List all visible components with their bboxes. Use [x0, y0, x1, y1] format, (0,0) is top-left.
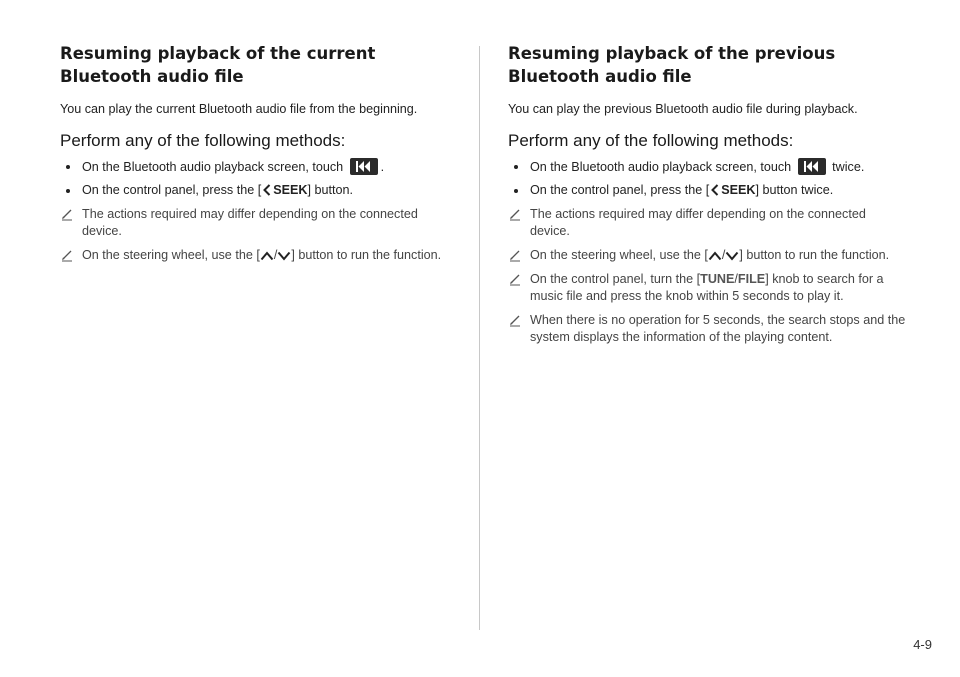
column-divider	[479, 46, 480, 630]
note-pencil-icon	[60, 248, 74, 262]
methods-list	[508, 158, 908, 199]
bullet-icon	[514, 165, 518, 169]
previous-track-icon	[350, 158, 378, 175]
previous-track-icon	[798, 158, 826, 175]
note: The actions required may differ depending on the connected device.	[60, 206, 460, 240]
page-number: 4-9	[913, 637, 932, 652]
methods-list	[60, 158, 460, 199]
note-pencil-icon	[60, 207, 74, 221]
note-pencil-icon	[508, 207, 522, 221]
bullet-icon	[66, 165, 70, 169]
chevron-down-icon	[277, 251, 291, 261]
bullet-icon	[66, 189, 70, 193]
chevron-up-icon	[708, 251, 722, 261]
section-intro: You can play the previous Bluetooth audio file during playback.	[508, 102, 858, 116]
notes	[60, 206, 460, 264]
note: The actions required may differ depending on the connected device.	[508, 206, 908, 240]
chevron-down-icon	[725, 251, 739, 261]
chevron-left-icon	[711, 184, 719, 196]
chevron-up-icon	[260, 251, 274, 261]
method-item: On the Bluetooth audio playback screen, touch twice.	[508, 158, 908, 176]
method-item: On the control panel, press the [ SEEK] button.	[60, 182, 460, 199]
method-item: On the Bluetooth audio playback screen, touch .	[60, 158, 460, 176]
section-resume-previous	[508, 42, 908, 346]
bullet-icon	[514, 189, 518, 193]
method-item: On the control panel, press the [ SEEK] button twice.	[508, 182, 908, 199]
note-pencil-icon	[508, 313, 522, 327]
note-pencil-icon	[508, 248, 522, 262]
section-title: Resuming playback of the current Bluetooth audio file	[60, 44, 376, 86]
note: When there is no operation for 5 seconds, the search stops and the system displays the information of the playing content.	[508, 312, 908, 346]
section-title: Resuming playback of the previous Bluetooth audio file	[508, 44, 836, 86]
section-resume-current	[60, 42, 460, 264]
methods-heading: Perform any of the following methods:	[60, 131, 346, 150]
methods-heading: Perform any of the following methods:	[508, 131, 794, 150]
section-intro: You can play the current Bluetooth audio file from the beginning.	[60, 102, 418, 116]
note: On the steering wheel, use the [ / ] button to run the function.	[508, 247, 908, 264]
note-pencil-icon	[508, 272, 522, 286]
note: On the control panel, turn the [TUNE/FILE] knob to search for a music file and press the knob within 5 seconds to play it.	[508, 271, 908, 305]
chevron-left-icon	[263, 184, 271, 196]
notes	[508, 206, 908, 346]
note: On the steering wheel, use the [ / ] button to run the function.	[60, 247, 460, 264]
